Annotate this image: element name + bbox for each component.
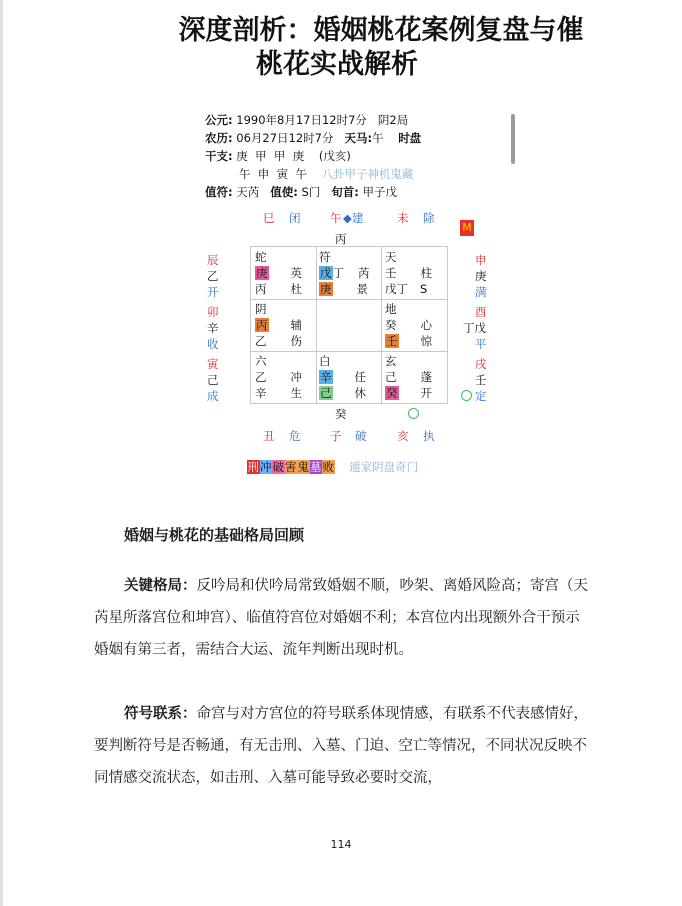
- palace-god: 蛇: [255, 250, 267, 264]
- jianchu-jian: ◆建: [343, 211, 364, 225]
- label-xunshou: 旬首:: [331, 185, 359, 199]
- value-ju: 阴2局: [377, 113, 409, 127]
- chart-row-gongyuan: [205, 112, 408, 128]
- green-circle-icon: [461, 388, 472, 402]
- left-branch-yin: 寅: [207, 357, 219, 371]
- right-stem-3: 壬: [475, 373, 487, 387]
- branch-si: 巳: [263, 211, 275, 225]
- right-stem-1: 庚: [475, 269, 487, 283]
- heaven-stem: 庚: [256, 266, 268, 280]
- palace-gen: [255, 353, 302, 401]
- branch-wu: 午: [330, 211, 342, 225]
- chart-row-zhi: [239, 166, 414, 182]
- qimen-chart: [205, 110, 505, 480]
- right-stem-2: 丁戊: [463, 321, 486, 335]
- legend-hai: 害: [285, 460, 297, 474]
- legend-chong: 冲: [260, 460, 272, 474]
- palace-dui: [385, 301, 432, 349]
- palace-god: 白: [319, 354, 331, 368]
- heaven-stem: 丙: [256, 318, 268, 332]
- left-jianchu-shou: 收: [207, 337, 219, 351]
- label-ganzhi: 干支:: [205, 149, 233, 163]
- left-branch-chen: 辰: [207, 253, 219, 267]
- palace-god: 六: [255, 354, 267, 368]
- legend-mu: 墓: [310, 460, 322, 474]
- star: 冲: [290, 370, 302, 384]
- door: 杜: [290, 282, 302, 296]
- heaven-stem: 戊: [320, 266, 332, 280]
- value-zhishi: S门: [301, 185, 321, 199]
- value-tianma: 午: [372, 131, 384, 145]
- star: 任: [354, 370, 366, 384]
- legend-site: 遁家阴盘奇门: [349, 460, 419, 474]
- right-jianchu-ping: 平: [475, 337, 487, 351]
- right-branch-xu: 戌: [475, 357, 487, 371]
- door: 休: [354, 386, 366, 400]
- paragraph-label: 关键格局：: [124, 577, 197, 594]
- watermark-text: 八卦甲子神机鬼藏: [321, 167, 414, 181]
- star: 英: [290, 266, 302, 280]
- earth-stem: 戊丁: [385, 282, 408, 296]
- door: 景: [356, 282, 368, 296]
- earth-stem: 辛: [255, 386, 267, 400]
- outer-top-stem: 丙: [335, 232, 347, 246]
- green-circle-bottom-icon: [408, 406, 419, 420]
- extra-stem: 丁: [332, 266, 344, 280]
- jianchu-bi: 闭: [289, 211, 301, 225]
- door: 惊: [420, 334, 432, 348]
- palace-kan: [319, 353, 366, 401]
- legend-gui: 鬼: [297, 460, 309, 474]
- left-stem-3: 己: [207, 373, 219, 387]
- heaven-stem: 己: [385, 370, 397, 384]
- label-tianma: 天马:: [344, 131, 373, 145]
- palace-zhen: [255, 301, 302, 349]
- jianchu-wei: 危: [289, 429, 301, 443]
- star: 芮: [358, 266, 370, 280]
- chart-row-zhifu: [205, 184, 397, 200]
- page-title-line2: 桃花实战解析: [256, 49, 418, 80]
- door: 生: [290, 386, 302, 400]
- left-stem-2: 辛: [207, 321, 219, 335]
- page-title-line1: 深度剖析：婚姻桃花案例复盘与催: [178, 15, 584, 46]
- value-zhi: 午 申 寅 午: [239, 167, 307, 181]
- page-edge: [0, 0, 3, 906]
- heaven-stem: 癸: [385, 318, 397, 332]
- branch-chou: 丑: [263, 429, 275, 443]
- door: 伤: [290, 334, 302, 348]
- paragraph-text: 反吟局和伏吟局常致婚姻不顺，吵架、离婚风险高；寄宫（天芮星所落宫位和坤宫）、临值符宫位对婚姻不利；本宫位内出现额外合干预示婚姻有第三者，需结合大运、流年判断出现时机。: [94, 578, 588, 658]
- star: 蓬: [420, 370, 432, 384]
- palace-grid: [250, 246, 448, 404]
- label-gongyuan: 公元:: [205, 113, 233, 127]
- jianchu-po: 破: [355, 429, 367, 443]
- label-zhishi: 值使:: [270, 185, 298, 199]
- scrollbar[interactable]: [511, 114, 515, 164]
- paragraph-symbol-links: [94, 698, 594, 794]
- star: 心: [420, 318, 432, 332]
- left-stem-1: 乙: [207, 269, 219, 283]
- palace-kun: [385, 249, 432, 297]
- earth-stem: 己: [320, 386, 332, 400]
- legend-bai: 败: [322, 460, 334, 474]
- palace-li: [319, 249, 370, 297]
- palace-god: 地: [385, 302, 397, 316]
- earth-stem: 丙: [255, 282, 267, 296]
- door: 开: [420, 386, 432, 400]
- paragraph-label: 符号联系：: [124, 705, 197, 722]
- label-nongli: 农历:: [205, 131, 233, 145]
- legend: [247, 459, 418, 475]
- palace-qian: [385, 353, 432, 401]
- branch-wei: 未: [397, 211, 409, 225]
- palace-xun: [255, 249, 302, 297]
- outer-bottom-stem: 癸: [335, 407, 347, 421]
- legend-po: 破: [272, 460, 284, 474]
- legend-xing: 刑: [247, 460, 259, 474]
- heaven-stem: 壬: [385, 266, 397, 280]
- star: 柱: [420, 266, 432, 280]
- value-gan: 庚 甲 甲 庚: [236, 149, 305, 163]
- chart-row-ganzhi: [205, 148, 351, 164]
- chart-row-nongli: [205, 130, 421, 146]
- palace-god: 天: [385, 250, 397, 264]
- earth-stem: 壬: [386, 334, 398, 348]
- branch-zi: 子: [330, 429, 342, 443]
- right-jianchu-man: 满: [475, 285, 487, 299]
- earth-stem: 癸: [386, 386, 398, 400]
- value-gongyuan: 1990年8月17日12时7分: [236, 113, 367, 127]
- jianchu-chu: 除: [423, 211, 435, 225]
- earth-stem: 乙: [255, 334, 267, 348]
- paragraph-key-patterns: [94, 570, 594, 666]
- heaven-stem: 乙: [255, 370, 267, 384]
- paragraph-text: 命宫与对方宫位的符号联系体现情感，有联系不代表感情好，要判断符号是否畅通，有无击刑、入墓、门迫、空亡等情况，不同状况反映不同情感交流状态，如击刑、入墓可能导致必要时交流，: [94, 706, 588, 786]
- earth-stem: 庚: [320, 282, 332, 296]
- label-shipan: 时盘: [398, 131, 422, 145]
- value-nongli: 06月27日12时7分: [236, 131, 334, 145]
- palace-god: 玄: [385, 354, 397, 368]
- section-title: 婚姻与桃花的基础格局回顾: [124, 526, 305, 544]
- horse-badge: M: [460, 220, 474, 236]
- right-jianchu-ding: 定: [475, 389, 487, 403]
- left-jianchu-kai: 开: [207, 285, 219, 299]
- left-branch-mao: 卯: [207, 305, 219, 319]
- right-branch-you: 酉: [475, 305, 487, 319]
- star: 辅: [290, 318, 302, 332]
- palace-god: 阴: [255, 302, 267, 316]
- left-jianchu-cheng: 成: [207, 389, 219, 403]
- heaven-stem: 辛: [320, 370, 332, 384]
- page-number: 114: [330, 838, 352, 851]
- label-zhifu: 值符:: [205, 185, 233, 199]
- palace-god: 符: [319, 250, 331, 264]
- value-xunshou: 甲子戊: [362, 185, 398, 199]
- value-zhifu: 天芮: [236, 185, 260, 199]
- branch-hai: 亥: [397, 429, 409, 443]
- value-xunkong: (戊亥): [318, 149, 351, 163]
- jianchu-zhi: 执: [423, 429, 435, 443]
- door: S: [420, 282, 428, 296]
- right-branch-shen: 申: [475, 253, 487, 267]
